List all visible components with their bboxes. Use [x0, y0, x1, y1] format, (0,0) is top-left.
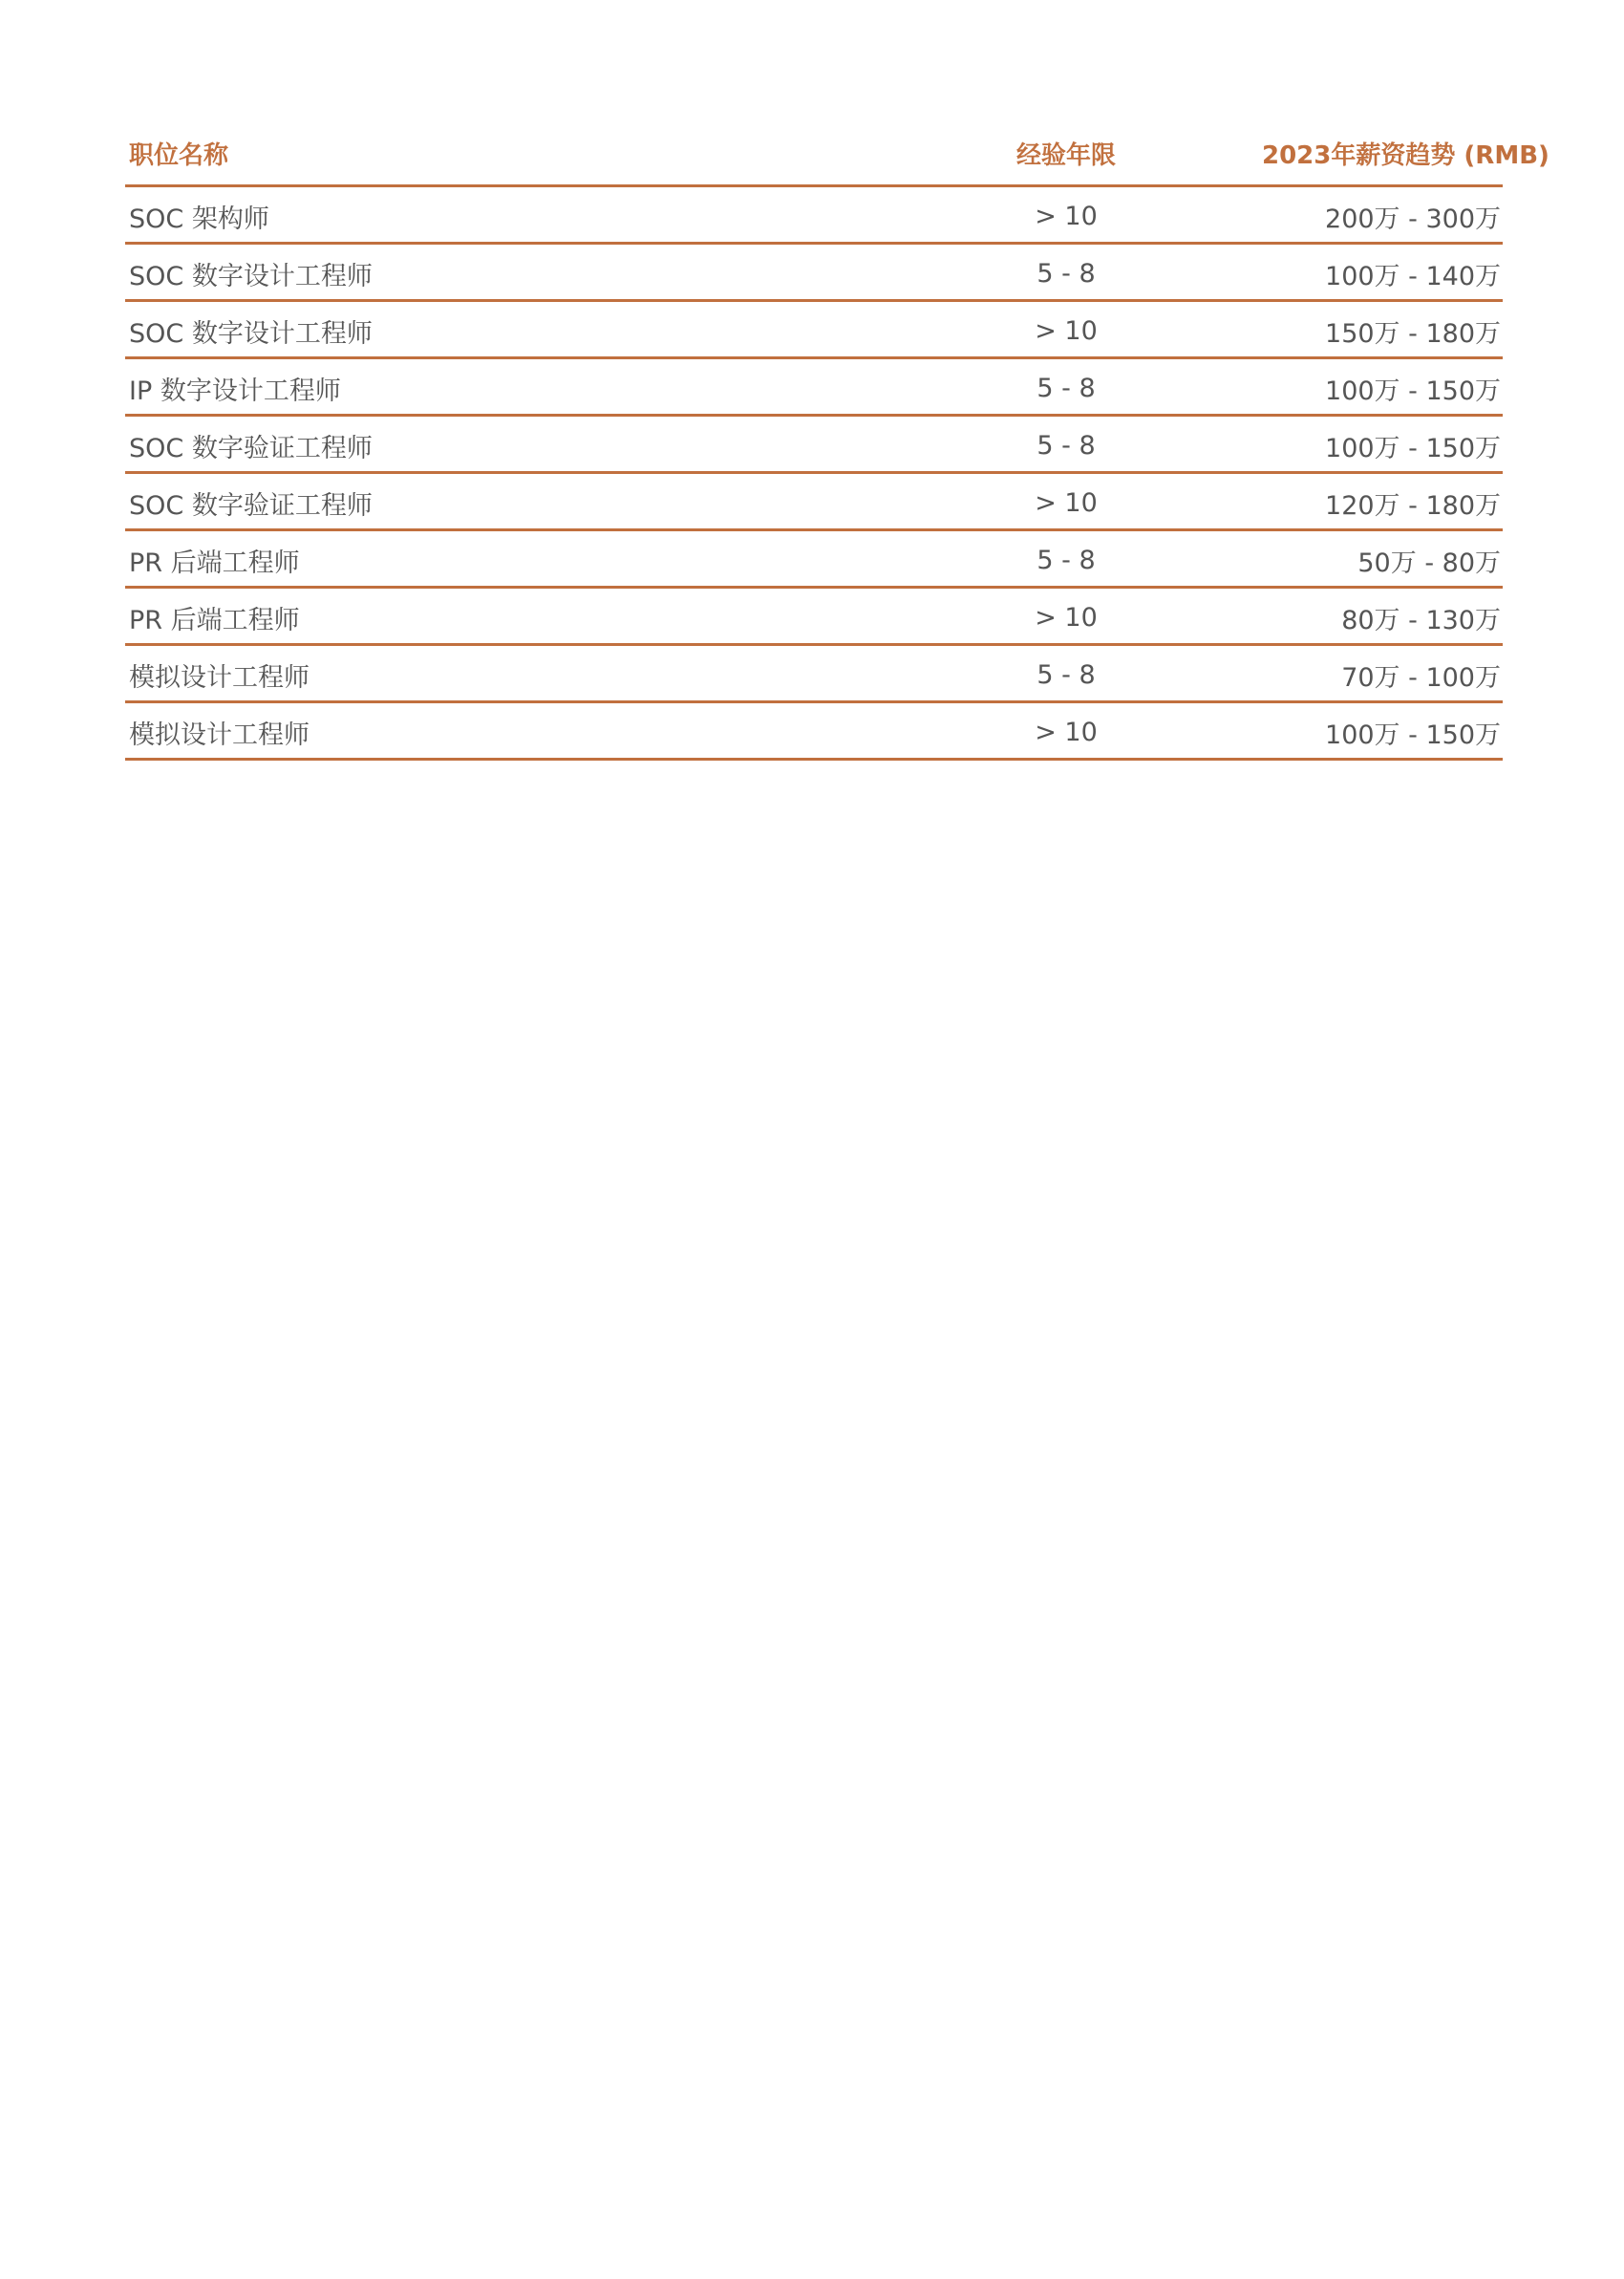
- table-row: [125, 531, 1503, 589]
- experience-cell: 5 - 8: [1036, 259, 1096, 289]
- experience-cell: 5 - 8: [1036, 431, 1096, 461]
- table-row: [125, 646, 1503, 703]
- table-header-row: [125, 121, 1549, 187]
- job-title-cell: SOC 架构师: [129, 204, 269, 234]
- salary-cell: 120万 - 180万: [1325, 491, 1501, 521]
- experience-cell: 5 - 8: [1036, 546, 1096, 575]
- job-title-cell: PR 后端工程师: [129, 548, 300, 578]
- table-row: [125, 302, 1503, 359]
- table-row: [125, 474, 1503, 531]
- table-row: [125, 589, 1503, 646]
- header-experience: 经验年限: [1015, 140, 1116, 170]
- table-row: [125, 703, 1503, 761]
- salary-cell: 70万 - 100万: [1341, 663, 1501, 693]
- header-job-title: 职位名称: [129, 140, 229, 170]
- salary-cell: 50万 - 80万: [1357, 548, 1501, 578]
- salary-cell: 80万 - 130万: [1341, 606, 1501, 635]
- job-title-cell: 模拟设计工程师: [129, 663, 310, 693]
- job-title-cell: 模拟设计工程师: [129, 720, 310, 750]
- job-title-cell: SOC 数字验证工程师: [129, 491, 373, 521]
- experience-cell: > 10: [1035, 718, 1098, 747]
- experience-cell: > 10: [1035, 316, 1098, 346]
- experience-cell: 5 - 8: [1036, 374, 1096, 403]
- table-row: [125, 245, 1503, 302]
- experience-cell: > 10: [1035, 488, 1098, 518]
- job-title-cell: IP 数字设计工程师: [129, 376, 341, 406]
- job-title-cell: SOC 数字设计工程师: [129, 319, 373, 349]
- experience-cell: > 10: [1035, 202, 1098, 231]
- table-row: [125, 187, 1503, 245]
- salary-cell: 100万 - 150万: [1325, 434, 1501, 463]
- job-title-cell: SOC 数字设计工程师: [129, 262, 373, 291]
- table-row: [125, 359, 1503, 417]
- experience-cell: > 10: [1035, 603, 1098, 633]
- salary-cell: 100万 - 140万: [1325, 262, 1501, 291]
- salary-cell: 100万 - 150万: [1325, 376, 1501, 406]
- experience-cell: 5 - 8: [1036, 660, 1096, 690]
- job-title-cell: PR 后端工程师: [129, 606, 300, 635]
- salary-cell: 200万 - 300万: [1325, 204, 1501, 234]
- job-title-cell: SOC 数字验证工程师: [129, 434, 373, 463]
- salary-table: [125, 121, 1549, 761]
- table-row: [125, 417, 1503, 474]
- salary-cell: 150万 - 180万: [1325, 319, 1501, 349]
- salary-cell: 100万 - 150万: [1325, 720, 1501, 750]
- header-salary: 2023年薪资趋势 (RMB): [1262, 140, 1549, 170]
